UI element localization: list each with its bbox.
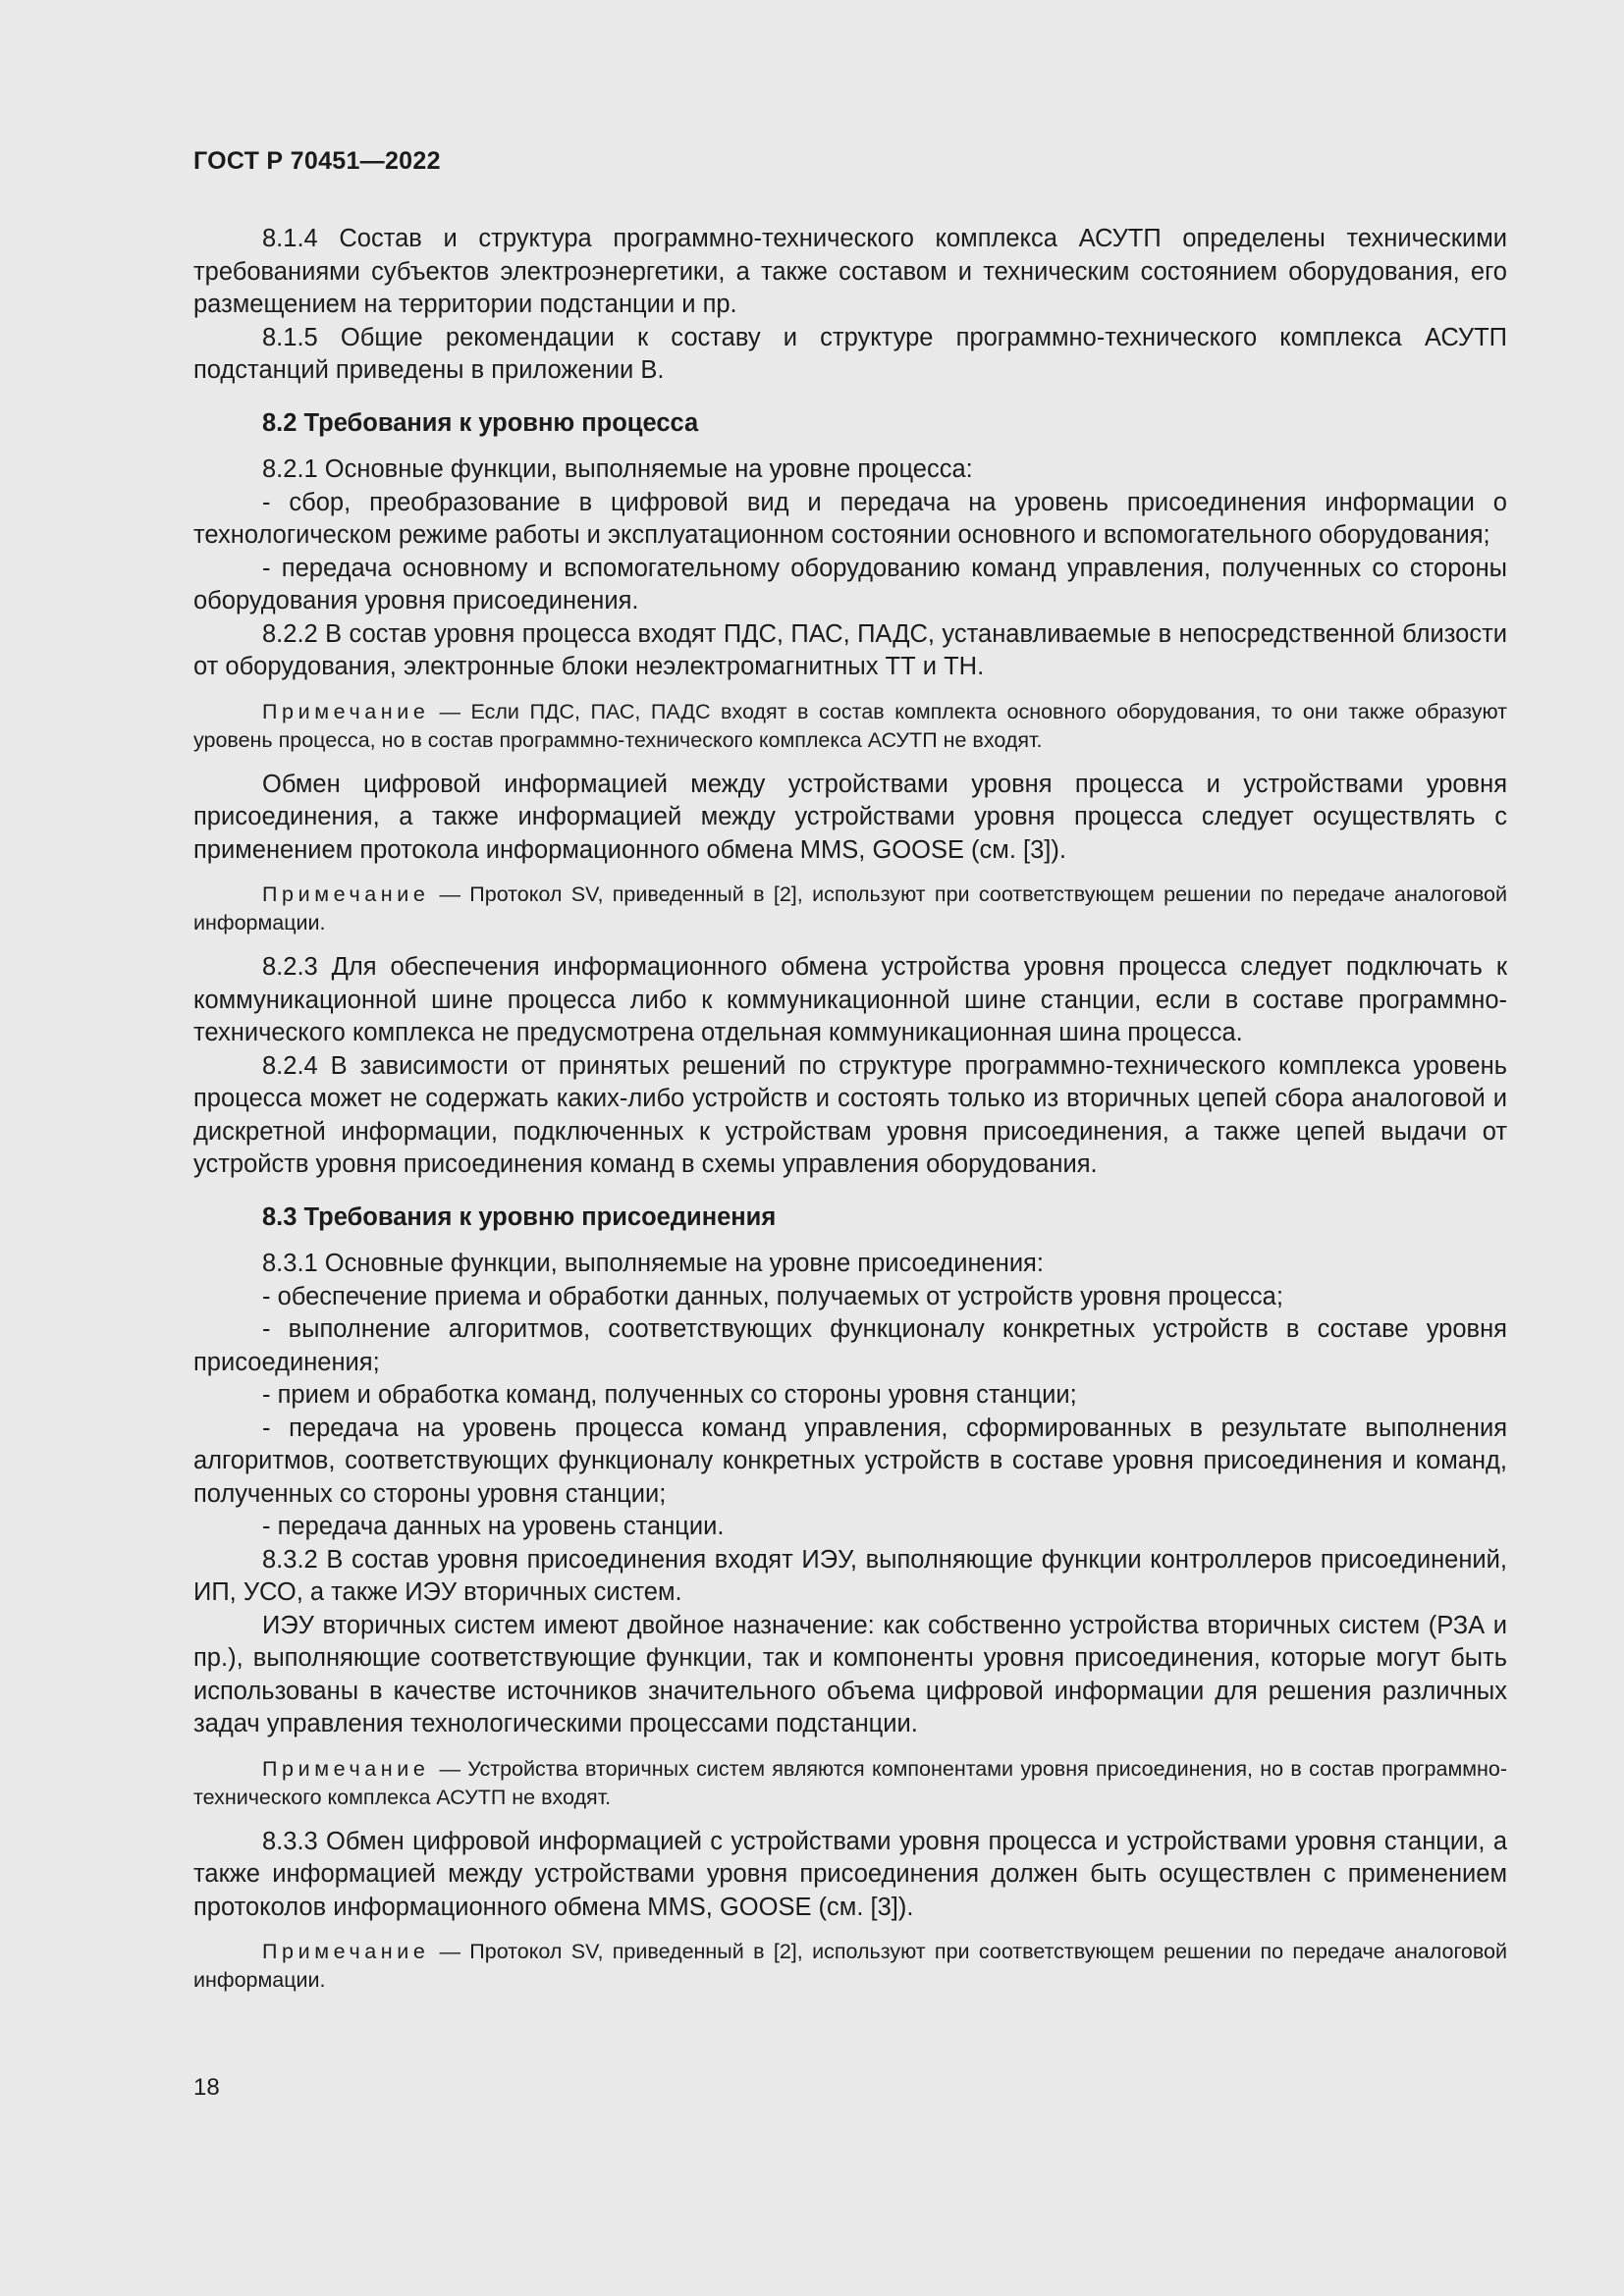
list-item: - прием и обработка команд, полученных со стороны уровня станции;: [262, 1381, 1077, 1409]
note: [193, 698, 1507, 755]
list-item: - обеспечение приема и обработки данных, получаемых от устройств уровня процесса;: [262, 1282, 1283, 1310]
section-heading-8-2: 8.2 Требования к уровню процесса: [262, 408, 699, 437]
list-item: - выполнение алгоритмов, соответствующих функционалу конкретных устройств в составе уровня присоединения;: [193, 1315, 1507, 1376]
paragraph-8-2-3: 8.2.3 Для обеспечения информационного обмена устройства уровня процесса следует подключать к коммуникационной шине процесса либо к коммуникационной шине станции, если в составе программно-технического комплекса не предусмотрена отдельная коммуникационная шина процесса.: [193, 953, 1507, 1046]
page-number: 18: [193, 2074, 220, 2101]
paragraph: ИЭУ вторичных систем имеют двойное назначение: как собственно устройства вторичных систем (РЗА и пр.), выполняющие соответствующие функции, так и компоненты уровня присоединения, которые могут быть использованы в качестве источников значительного объема цифровой информации для решения различных задач управления технологическими процессами подстанции.: [193, 1611, 1507, 1737]
note: [193, 1755, 1507, 1812]
list-item: - передача данных на уровень станции.: [262, 1513, 725, 1540]
paragraph-8-3-1: 8.3.1 Основные функции, выполняемые на уровне присоединения:: [262, 1250, 1044, 1277]
paragraph-8-2-1: 8.2.1 Основные функции, выполняемые на уровне процесса:: [262, 455, 973, 483]
list-item: - передача на уровень процесса команд управления, сформированных в результате выполнения алгоритмов, соответствующих функционалу конкретных устройств в составе уровня присоединения и команд, полученных со стороны уровня станции;: [193, 1414, 1507, 1508]
note-text: — Если ПДС, ПАС, ПАДС входят в состав комплекта основного оборудования, то они также образуют уровень процесса, но в состав программно-технического комплекса АСУТП не входят.: [193, 699, 1507, 752]
note-text: — Устройства вторичных систем являются компонентами уровня присоединения, но в состав программно-технического комплекса АСУТП не входят.: [193, 1756, 1507, 1809]
note-text: — Протокол SV, приведенный в [2], используют при соответствующем решении по передаче аналоговой информации.: [193, 1940, 1507, 1992]
document-page: [193, 147, 1507, 2008]
note: [193, 1938, 1507, 1995]
list-item: - передача основному и вспомогательному оборудованию команд управления, полученных со стороны оборудования уровня присоединения.: [193, 554, 1507, 614]
document-header: ГОСТ Р 70451—2022: [193, 147, 441, 175]
paragraph-8-1-5: 8.1.5 Общие рекомендации к составу и структуре программно-технического комплекса АСУТП подстанций приведены в приложении В.: [193, 323, 1507, 384]
paragraph: Обмен цифровой информацией между устройствами уровня процесса и устройствами уровня присоединения, а также информацией между устройствами уровня процесса следует осуществлять с применением протокола информационного обмена MMS, GOOSE (см. [3]).: [193, 770, 1507, 864]
note-label: Примечание: [262, 699, 430, 723]
paragraph-8-3-2: 8.3.2 В состав уровня присоединения входят ИЭУ, выполняющие функции контроллеров присоединений, ИП, УСО, а также ИЭУ вторичных систем.: [193, 1545, 1507, 1606]
paragraph-8-1-4: 8.1.4 Состав и структура программно-технического комплекса АСУТП определены техническими требованиями субъектов электроэнергетики, а также составом и техническим состоянием оборудования, его размещением на территории подстанции и пр.: [193, 225, 1507, 318]
note-text: — Протокол SV, приведенный в [2], используют при соответствующем решении по передаче аналоговой информации.: [193, 882, 1507, 934]
section-heading-8-3: 8.3 Требования к уровню присоединения: [262, 1202, 777, 1231]
paragraph-8-2-4: 8.2.4 В зависимости от принятых решений по структуре программно-технического комплекса уровень процесса может не содержать каких-либо устройств и состоять только из вторичных цепей сбора аналоговой и дискретной информации, подключенных к устройствам уровня присоединения, а также цепей выдачи от устройств уровня присоединения команд в схемы управления оборудования.: [193, 1051, 1507, 1178]
paragraph-8-3-3: 8.3.3 Обмен цифровой информацией с устройствами уровня процесса и устройствами уровня станции, а также информацией между устройствами уровня присоединения должен быть осуществлен с применением протоколов информационного обмена MMS, GOOSE (см. [3]).: [193, 1827, 1507, 1921]
note-label: Примечание: [262, 1940, 430, 1963]
note-label: Примечание: [262, 882, 430, 906]
note-label: Примечание: [262, 1756, 430, 1781]
note: [193, 881, 1507, 937]
list-item: - сбор, преобразование в цифровой вид и передача на уровень присоединения информации о технологическом режиме работы и эксплуатационном состоянии основного и вспомогательного оборудования;: [193, 488, 1507, 549]
paragraph-8-2-2: 8.2.2 В состав уровня процесса входят ПДС, ПАС, ПАДС, устанавливаемые в непосредственной близости от оборудования, электронные блоки неэлектромагнитных ТТ и ТН.: [193, 619, 1507, 680]
